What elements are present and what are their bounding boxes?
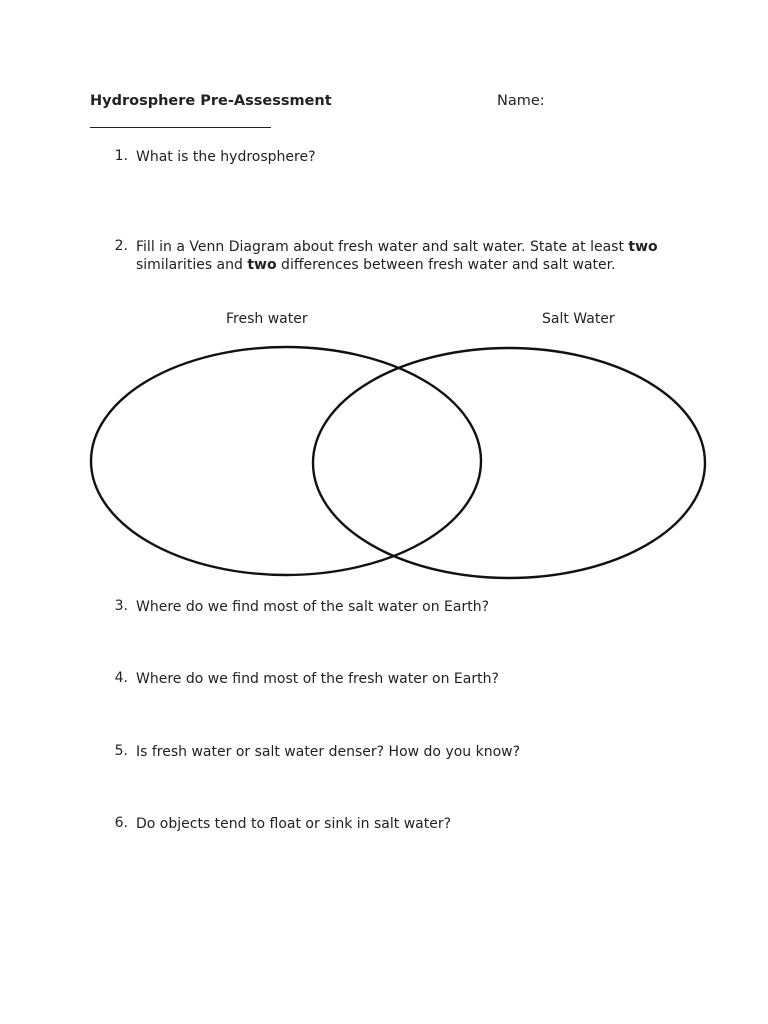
question-2-text-part: differences between fresh water and salt water. <box>276 257 616 273</box>
venn-left-circle <box>91 347 481 575</box>
question-4-number: 4. <box>114 670 128 686</box>
question-3-text: Where do we find most of the salt water on Earth? <box>136 599 489 615</box>
venn-left-label: Fresh water <box>226 311 308 327</box>
question-2-text-part: similarities and <box>136 257 248 273</box>
venn-right-circle <box>313 348 705 578</box>
page-title: Hydrosphere Pre-Assessment <box>90 93 332 109</box>
question-5-text: Is fresh water or salt water denser? How do you know? <box>136 744 521 760</box>
question-6-number: 6. <box>114 815 128 831</box>
question-2-text-part: Fill in a Venn Diagram about fresh water and salt water. State at least <box>136 239 629 255</box>
question-6-text: Do objects tend to float or sink in salt water? <box>136 816 452 832</box>
question-2-number: 2. <box>114 238 128 254</box>
question-5-number: 5. <box>114 743 128 759</box>
question-1-text: What is the hydrosphere? <box>136 149 316 165</box>
question-2-emphasis: two <box>628 239 658 255</box>
venn-right-label: Salt Water <box>542 311 615 327</box>
name-label: Name: <box>497 93 545 109</box>
question-3-number: 3. <box>114 598 128 614</box>
question-1-number: 1. <box>114 148 128 164</box>
question-2-emphasis: two <box>247 257 277 273</box>
question-4-text: Where do we find most of the fresh water on Earth? <box>136 671 499 687</box>
